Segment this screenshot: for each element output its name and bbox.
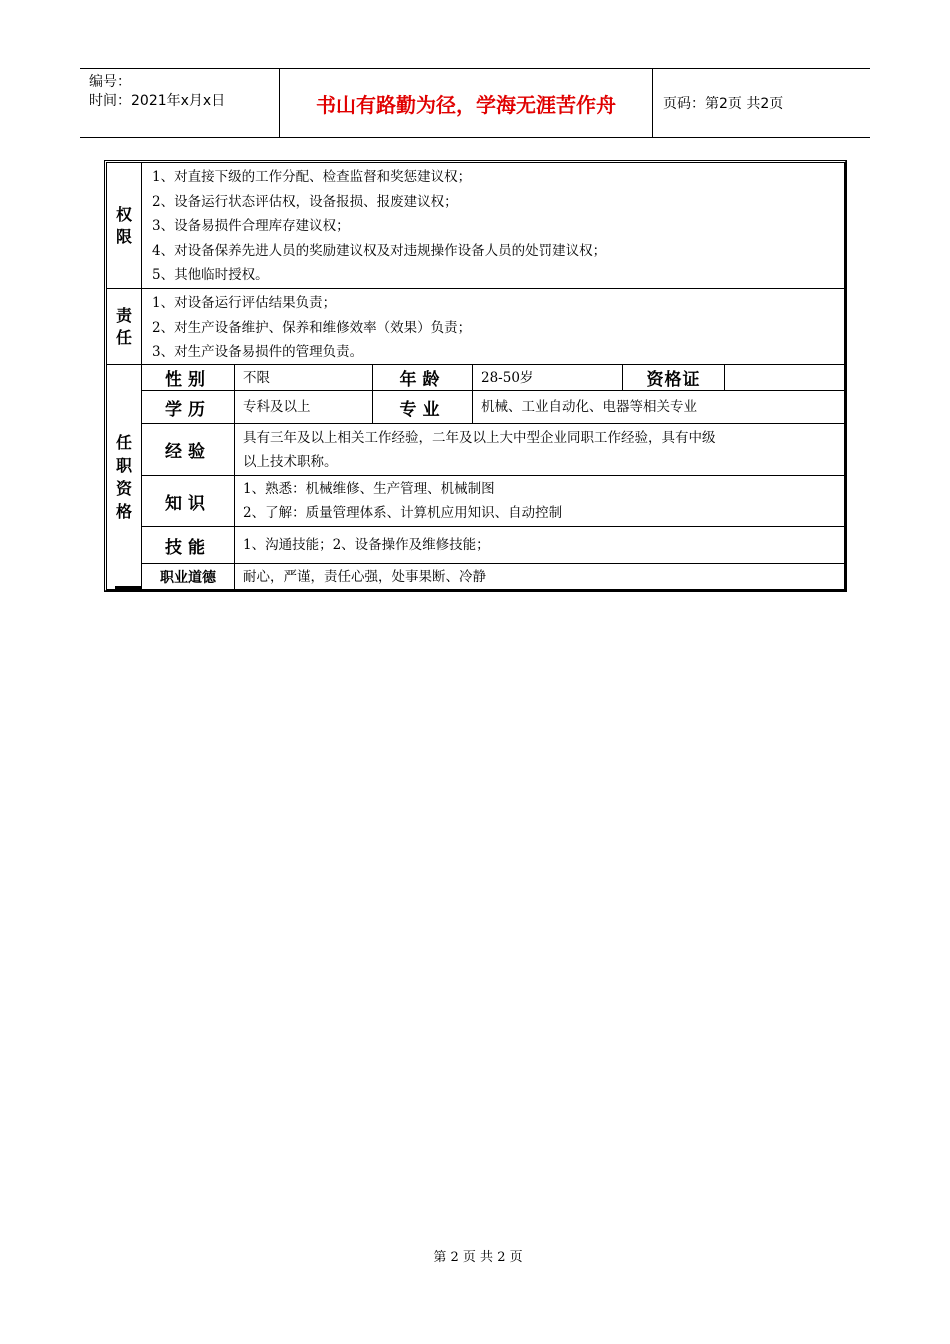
certificate-value (725, 365, 844, 390)
responsibility-list (142, 289, 844, 364)
responsibility-item: 1、对设备运行评估结果负责； (152, 295, 337, 311)
gender-key: 性别 (142, 365, 235, 390)
authority-item: 4、对设备保养先进人员的奖励建议权及对违规操作设备人员的处罚建议权； (152, 242, 607, 259)
experience-line: 以上技术职称。 (243, 453, 338, 470)
authority-label (107, 163, 142, 288)
knowledge-line: 2、了解：质量管理体系、计算机应用知识、自动控制 (243, 505, 563, 521)
major-value: 机械、工业自动化、电器等相关专业 (481, 399, 697, 415)
page-header (80, 68, 870, 138)
knowledge-line: 1、熟悉：机械维修、生产管理、机械制图 (243, 481, 495, 497)
page-footer: 第 2 页 共 2 页 (433, 1250, 523, 1265)
qualification-row-knowledge (142, 476, 844, 527)
qualification-row-ethics (142, 564, 844, 589)
qualification-row-basic (142, 365, 844, 391)
authority-section (107, 163, 844, 289)
experience-line: 具有三年及以上相关工作经验，二年及以上大中型企业同职工作经验，具有中级 (243, 429, 716, 446)
certificate-key: 资格证 (623, 365, 725, 390)
header-motto: 书山有路勤为径，学海无涯苦作舟 (280, 69, 653, 137)
ethics-value: 耐心，严谨，责任心强，处事果断、冷静 (243, 568, 486, 585)
qualification-label-char: 职 (115, 456, 132, 475)
authority-label-char: 限 (115, 226, 132, 246)
responsibility-item: 3、对生产设备易损件的管理负责。 (152, 344, 364, 361)
header-meta (80, 69, 280, 137)
authority-item: 2、设备运行状态评估权，设备报损、报废建议权； (152, 193, 458, 210)
ethics-key: 职业道德 (142, 564, 235, 589)
qualification-section (107, 365, 844, 589)
education-key: 学历 (142, 391, 235, 423)
responsibility-label-char: 任 (115, 327, 132, 347)
qualification-row-education (142, 391, 844, 424)
education-value: 专科及以上 (235, 391, 373, 423)
skills-key: 技能 (142, 527, 235, 563)
label-underline-mark (115, 586, 141, 589)
authority-item: 3、设备易损件合理库存建议权； (152, 218, 350, 235)
qualification-label-char: 资 (115, 479, 132, 498)
qualification-label-char: 任 (115, 433, 132, 452)
experience-key: 经验 (142, 424, 235, 475)
document-date-label: 时间：2021年x月x日 (89, 93, 226, 109)
experience-value (235, 424, 844, 475)
authority-list (142, 163, 844, 288)
responsibility-label-char: 责 (115, 305, 132, 325)
qualification-label (107, 365, 142, 589)
age-key: 年龄 (373, 365, 473, 390)
qualification-label-char: 格 (115, 502, 132, 521)
document-number-label: 编号： (89, 74, 131, 90)
gender-value: 不限 (235, 365, 373, 390)
responsibility-label (107, 289, 142, 364)
header-page-number: 页码：第2页 共2页 (663, 96, 784, 112)
knowledge-key: 知识 (142, 476, 235, 526)
responsibility-section (107, 289, 844, 365)
authority-label-char: 权 (115, 204, 132, 224)
qualification-row-experience (142, 424, 844, 476)
knowledge-value (235, 476, 844, 526)
qualification-row-skills (142, 527, 844, 564)
authority-item: 1、对直接下级的工作分配、检查监督和奖惩建议权； (152, 169, 472, 185)
authority-item: 5、其他临时授权。 (152, 267, 269, 284)
responsibility-item: 2、对生产设备维护、保养和维修效率（效果）负责； (152, 319, 472, 336)
age-value: 28-50岁 (473, 365, 623, 390)
major-key: 专业 (373, 391, 473, 423)
job-description-table (104, 160, 847, 592)
skills-value: 1、沟通技能；2、设备操作及维修技能； (243, 537, 490, 553)
